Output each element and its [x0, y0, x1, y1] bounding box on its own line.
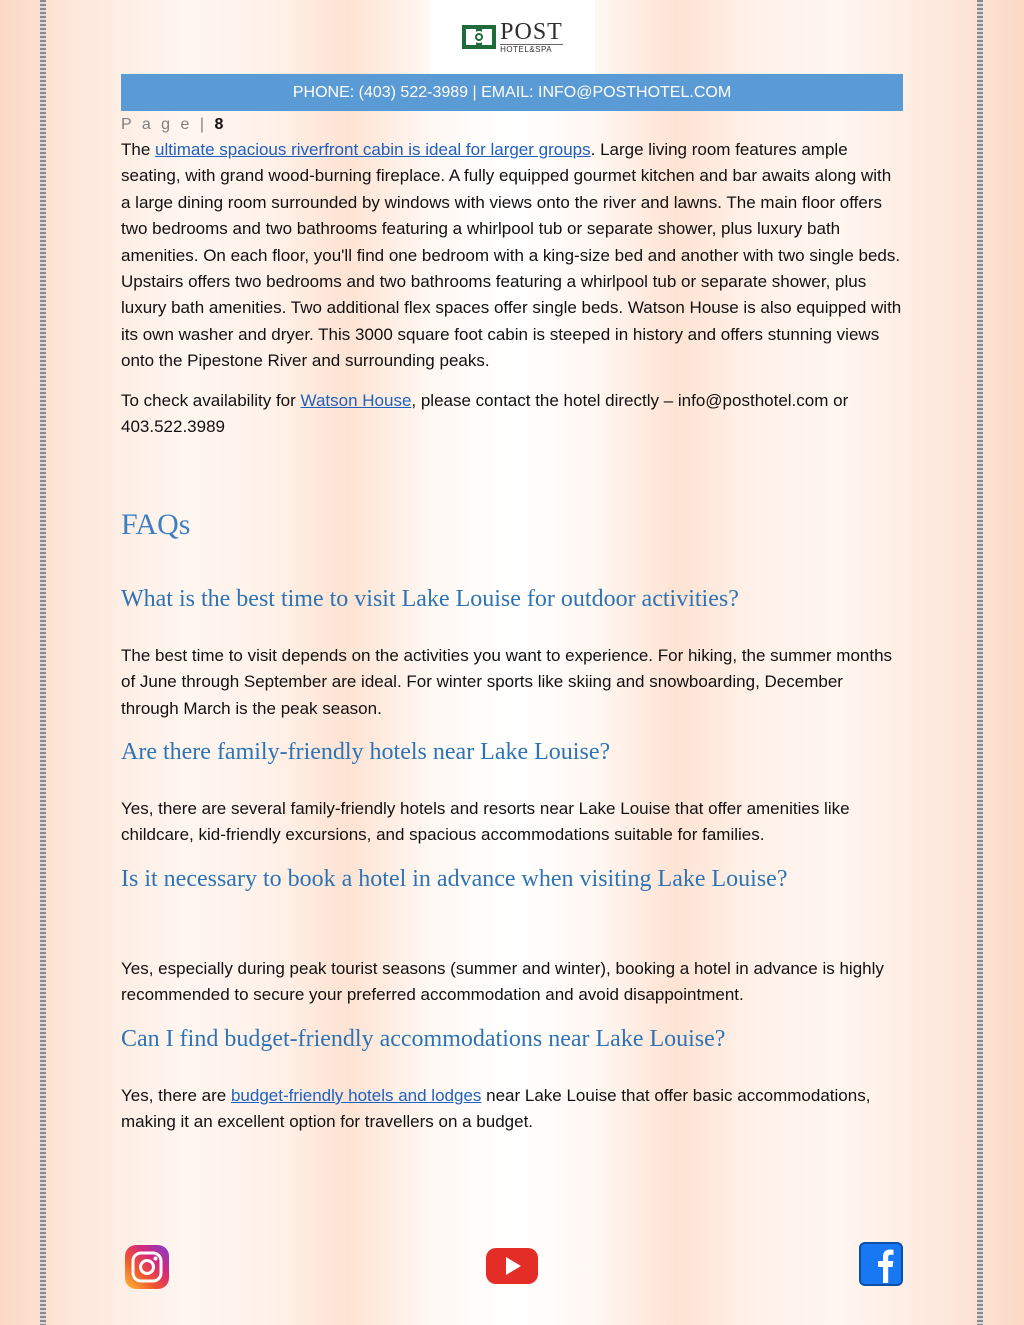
intro-section [121, 137, 905, 440]
page-label: P a g e | [121, 116, 208, 133]
facebook-icon[interactable] [859, 1242, 903, 1286]
faq-answer-4 [121, 1083, 905, 1136]
page-border-right [977, 0, 983, 1325]
faq-answer-2: Yes, there are several family-friendly hotels and resorts near Lake Louise that offer amenities like childcare, kid-friendly excursions, and spacious accommodations suitable for families. [121, 799, 850, 845]
faq-answer-4-lead: Yes, there are [121, 1086, 231, 1105]
availability-paragraph [121, 388, 905, 441]
page-border-left [40, 0, 46, 1325]
faq-question-1: What is the best time to visit Lake Louise for outdoor activities? [121, 586, 739, 612]
instagram-icon[interactable] [124, 1244, 170, 1290]
intro-paragraph [121, 137, 905, 375]
page-number-value: 8 [214, 116, 224, 133]
youtube-icon[interactable] [485, 1246, 539, 1286]
page-number [121, 116, 223, 134]
hotel-logo[interactable] [430, 0, 595, 74]
availability-lead: To check availability for [121, 390, 301, 410]
watson-house-link[interactable]: Watson House [300, 390, 412, 410]
availability-rest: , please contact the hotel directly – info@posthotel.com or 403.522.3989 [121, 390, 849, 437]
faq-question-2: Are there family-friendly hotels near Lake Louise? [121, 739, 611, 765]
intro-rest: . Large living room features ample seating, with grand wood-burning fireplace. A fully equipped gourmet kitchen and bar awaits along with a large dining room surrounded by windows with views onto the river and lawns. The main floor offers two bedrooms and two bathrooms featuring a whirlpool tub or separate shower, plus luxury bath amenities. On each floor, you'll find one bedroom with a king-size bed and another with two single beds. Upstairs offers two bedrooms and two bathrooms featuring a whirlpool tub or separate shower, plus luxury bath amenities. Two additional flex spaces offer single beds. Watson House is also equipped with its own washer and dryer. This 3000 square foot cabin is steeped in history and offers stunning views onto the Pipestone River and surrounding peaks. [121, 140, 902, 371]
intro-lead: The [121, 140, 156, 159]
riverfront-cabin-link[interactable]: ultimate spacious riverfront cabin is ideal for larger groups [155, 140, 591, 159]
contact-bar: PHONE: (403) 522-3989 | EMAIL: INFO@POSTHOTEL.COM [121, 74, 903, 111]
faq-question-4: Can I find budget-friendly accommodations near Lake Louise? [121, 1026, 726, 1052]
budget-hotels-link[interactable]: budget-friendly hotels and lodges [230, 1086, 482, 1105]
logo-main-text: POST [500, 19, 563, 45]
faqs-title: FAQs [121, 508, 191, 541]
logo-sub-text: HOTEL&SPA [500, 44, 563, 54]
faq-question-3: Is it necessary to book a hotel in advance when visiting Lake Louise? [121, 866, 788, 892]
hotel-emblem-icon [462, 25, 496, 49]
faq-answer-3: Yes, especially during peak tourist seasons (summer and winter), booking a hotel in advance is highly recommended to secure your preferred accommodation and avoid disappointment. [121, 959, 884, 1005]
faq-answer-1: The best time to visit depends on the activities you want to experience. For hiking, the summer months of June through September are ideal. For winter sports like skiing and snowboarding, December through March is the peak season. [121, 646, 893, 718]
faq-answer-4-rest: near Lake Louise that offer basic accommodations, making it an excellent option for travellers on a budget. [121, 1086, 871, 1132]
